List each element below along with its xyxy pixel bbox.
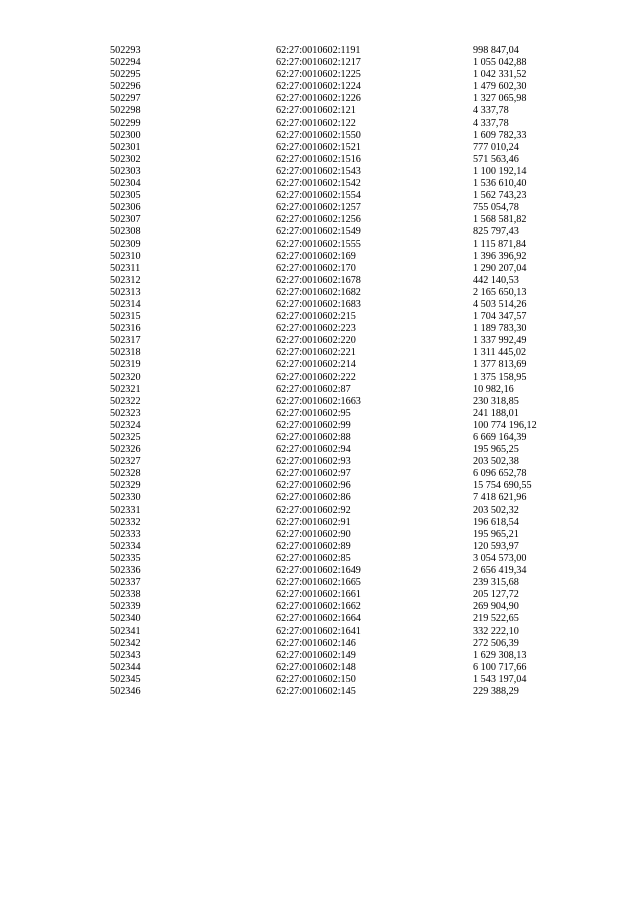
cadastral-value-cell: 7 418 621,96 [473, 492, 527, 504]
cadastral-value-cell: 269 904,90 [473, 601, 519, 613]
cadastral-number-cell: 62:27:0010602:96 [276, 480, 351, 492]
table-row [0, 589, 640, 601]
cadastral-value-cell: 1 396 396,92 [473, 250, 527, 262]
row-id-cell: 502310 [110, 250, 141, 262]
cadastral-value-cell: 755 054,78 [473, 202, 519, 214]
table-row [0, 686, 640, 698]
table-row [0, 468, 640, 480]
row-id-cell: 502321 [110, 383, 141, 395]
cadastral-value-cell: 1 189 783,30 [473, 323, 527, 335]
table-row [0, 577, 640, 589]
cadastral-value-cell: 571 563,46 [473, 153, 519, 165]
table-row [0, 311, 640, 323]
table-row [0, 178, 640, 190]
table-row [0, 69, 640, 81]
row-id-cell: 502320 [110, 371, 141, 383]
table-row [0, 662, 640, 674]
cadastral-value-cell: 4 337,78 [473, 105, 509, 117]
row-id-cell: 502297 [110, 93, 141, 105]
cadastral-value-cell: 2 165 650,13 [473, 286, 527, 298]
cadastral-number-cell: 62:27:0010602:1257 [276, 202, 361, 214]
cadastral-number-cell: 62:27:0010602:122 [276, 117, 356, 129]
cadastral-number-cell: 62:27:0010602:214 [276, 359, 356, 371]
cadastral-value-cell: 1 100 192,14 [473, 165, 527, 177]
cadastral-number-cell: 62:27:0010602:1554 [276, 190, 361, 202]
cadastral-value-cell: 10 982,16 [473, 383, 514, 395]
cadastral-value-cell: 230 318,85 [473, 395, 519, 407]
cadastral-number-cell: 62:27:0010602:1550 [276, 129, 361, 141]
cadastral-number-cell: 62:27:0010602:222 [276, 371, 356, 383]
row-id-cell: 502305 [110, 190, 141, 202]
table-row [0, 638, 640, 650]
row-id-cell: 502309 [110, 238, 141, 250]
cadastral-number-cell: 62:27:0010602:1682 [276, 286, 361, 298]
cadastral-number-cell: 62:27:0010602:1225 [276, 69, 361, 81]
row-id-cell: 502319 [110, 359, 141, 371]
cadastral-value-cell: 1 337 992,49 [473, 335, 527, 347]
row-id-cell: 502331 [110, 504, 141, 516]
cadastral-number-cell: 62:27:0010602:1543 [276, 165, 361, 177]
row-id-cell: 502325 [110, 432, 141, 443]
cadastral-number-cell: 62:27:0010602:1217 [276, 57, 361, 69]
row-id-cell: 502345 [110, 673, 141, 685]
table-row [0, 142, 640, 154]
cadastral-value-cell: 1 629 308,13 [473, 649, 527, 661]
row-id-cell: 502334 [110, 540, 141, 552]
cadastral-number-cell: 62:27:0010602:90 [276, 528, 351, 540]
row-id-cell: 502324 [110, 419, 141, 431]
cadastral-value-cell: 1 375 158,95 [473, 371, 527, 383]
cadastral-number-cell: 62:27:0010602:97 [276, 468, 351, 480]
table-row [0, 251, 640, 263]
cadastral-value-cell: 219 522,65 [473, 613, 519, 625]
cadastral-value-cell: 1 042 331,52 [473, 69, 527, 81]
cadastral-number-cell: 62:27:0010602:221 [276, 347, 356, 359]
table-row [0, 456, 640, 468]
table-row [0, 492, 640, 504]
table-row [0, 275, 640, 287]
cadastral-value-cell: 1 568 581,82 [473, 214, 527, 226]
cadastral-number-cell: 62:27:0010602:95 [276, 407, 351, 419]
table-row [0, 323, 640, 335]
table-row [0, 226, 640, 238]
cadastral-value-table [0, 45, 640, 698]
cadastral-number-cell: 62:27:0010602:1224 [276, 81, 361, 93]
table-row [0, 190, 640, 202]
cadastral-number-cell: 62:27:0010602:1516 [276, 153, 361, 165]
row-id-cell: 502315 [110, 311, 141, 323]
cadastral-number-cell: 62:27:0010602:223 [276, 323, 356, 335]
table-row [0, 565, 640, 577]
cadastral-value-cell: 1 536 610,40 [473, 178, 527, 190]
cadastral-value-cell: 239 315,68 [473, 577, 519, 589]
row-id-cell: 502294 [110, 57, 141, 69]
table-row [0, 166, 640, 178]
row-id-cell: 502344 [110, 661, 141, 673]
row-id-cell: 502317 [110, 335, 141, 347]
table-row [0, 408, 640, 420]
row-id-cell: 502327 [110, 456, 141, 468]
row-id-cell: 502332 [110, 516, 141, 528]
row-id-cell: 502293 [110, 45, 141, 56]
row-id-cell: 502328 [110, 468, 141, 480]
row-id-cell: 502322 [110, 395, 141, 407]
row-id-cell: 502299 [110, 117, 141, 129]
cadastral-number-cell: 62:27:0010602:1549 [276, 226, 361, 238]
row-id-cell: 502307 [110, 214, 141, 226]
cadastral-number-cell: 62:27:0010602:93 [276, 456, 351, 468]
row-id-cell: 502303 [110, 165, 141, 177]
cadastral-number-cell: 62:27:0010602:1191 [276, 45, 361, 56]
row-id-cell: 502308 [110, 226, 141, 238]
row-id-cell: 502346 [110, 685, 141, 697]
table-row [0, 650, 640, 662]
row-id-cell: 502340 [110, 613, 141, 625]
cadastral-number-cell: 62:27:0010602:1256 [276, 214, 361, 226]
row-id-cell: 502335 [110, 552, 141, 564]
table-row [0, 444, 640, 456]
table-row [0, 93, 640, 105]
table-row [0, 420, 640, 432]
table-row [0, 154, 640, 166]
table-row [0, 384, 640, 396]
cadastral-value-cell: 825 797,43 [473, 226, 519, 238]
table-row [0, 45, 640, 57]
cadastral-number-cell: 62:27:0010602:169 [276, 250, 356, 262]
cadastral-number-cell: 62:27:0010602:91 [276, 516, 351, 528]
cadastral-value-cell: 195 965,25 [473, 444, 519, 456]
table-row [0, 287, 640, 299]
cadastral-number-cell: 62:27:0010602:1683 [276, 298, 361, 310]
cadastral-number-cell: 62:27:0010602:148 [276, 661, 356, 673]
cadastral-number-cell: 62:27:0010602:1663 [276, 395, 361, 407]
table-row [0, 105, 640, 117]
row-id-cell: 502295 [110, 69, 141, 81]
row-id-cell: 502313 [110, 286, 141, 298]
cadastral-value-cell: 196 618,54 [473, 516, 519, 528]
cadastral-value-cell: 6 096 652,78 [473, 468, 527, 480]
row-id-cell: 502312 [110, 274, 141, 286]
cadastral-value-cell: 442 140,53 [473, 274, 519, 286]
table-row [0, 517, 640, 529]
cadastral-number-cell: 62:27:0010602:87 [276, 383, 351, 395]
cadastral-number-cell: 62:27:0010602:121 [276, 105, 356, 117]
table-row [0, 396, 640, 408]
row-id-cell: 502311 [110, 262, 141, 274]
row-id-cell: 502333 [110, 528, 141, 540]
cadastral-number-cell: 62:27:0010602:1641 [276, 625, 361, 637]
table-row [0, 529, 640, 541]
cadastral-number-cell: 62:27:0010602:1661 [276, 589, 361, 601]
cadastral-number-cell: 62:27:0010602:85 [276, 552, 351, 564]
cadastral-value-cell: 3 054 573,00 [473, 552, 527, 564]
row-id-cell: 502339 [110, 601, 141, 613]
row-id-cell: 502300 [110, 129, 141, 141]
row-id-cell: 502301 [110, 141, 141, 153]
row-id-cell: 502330 [110, 492, 141, 504]
row-id-cell: 502298 [110, 105, 141, 117]
table-row [0, 674, 640, 686]
cadastral-value-cell: 203 502,38 [473, 456, 519, 468]
cadastral-value-cell: 1 311 445,02 [473, 347, 527, 359]
cadastral-number-cell: 62:27:0010602:89 [276, 540, 351, 552]
cadastral-number-cell: 62:27:0010602:149 [276, 649, 356, 661]
table-row [0, 130, 640, 142]
cadastral-number-cell: 62:27:0010602:220 [276, 335, 356, 347]
cadastral-value-cell: 100 774 196,12 [473, 419, 537, 431]
table-row [0, 372, 640, 384]
cadastral-value-cell: 1 055 042,88 [473, 57, 527, 69]
cadastral-value-cell: 777 010,24 [473, 141, 519, 153]
table-row [0, 541, 640, 553]
cadastral-value-cell: 205 127,72 [473, 589, 519, 601]
row-id-cell: 502316 [110, 323, 141, 335]
cadastral-value-cell: 1 327 065,98 [473, 93, 527, 105]
cadastral-value-cell: 1 377 813,69 [473, 359, 527, 371]
table-row [0, 202, 640, 214]
cadastral-value-cell: 6 669 164,39 [473, 432, 527, 443]
cadastral-number-cell: 62:27:0010602:150 [276, 673, 356, 685]
cadastral-number-cell: 62:27:0010602:92 [276, 504, 351, 516]
table-row [0, 553, 640, 565]
cadastral-value-cell: 229 388,29 [473, 685, 519, 697]
cadastral-number-cell: 62:27:0010602:1555 [276, 238, 361, 250]
table-row [0, 214, 640, 226]
cadastral-number-cell: 62:27:0010602:1521 [276, 141, 361, 153]
row-id-cell: 502326 [110, 444, 141, 456]
cadastral-number-cell: 62:27:0010602:1665 [276, 577, 361, 589]
cadastral-value-cell: 1 609 782,33 [473, 129, 527, 141]
row-id-cell: 502342 [110, 637, 141, 649]
cadastral-number-cell: 62:27:0010602:1542 [276, 178, 361, 190]
row-id-cell: 502302 [110, 153, 141, 165]
cadastral-number-cell: 62:27:0010602:170 [276, 262, 356, 274]
row-id-cell: 502337 [110, 577, 141, 589]
cadastral-value-cell: 2 656 419,34 [473, 565, 527, 577]
cadastral-value-cell: 195 965,21 [473, 528, 519, 540]
cadastral-value-cell: 120 593,97 [473, 540, 519, 552]
row-id-cell: 502318 [110, 347, 141, 359]
cadastral-value-cell: 332 222,10 [473, 625, 519, 637]
table-row [0, 613, 640, 625]
row-id-cell: 502336 [110, 565, 141, 577]
table-row [0, 81, 640, 93]
table-row [0, 57, 640, 69]
cadastral-number-cell: 62:27:0010602:86 [276, 492, 351, 504]
row-id-cell: 502343 [110, 649, 141, 661]
row-id-cell: 502314 [110, 298, 141, 310]
table-row [0, 263, 640, 275]
cadastral-number-cell: 62:27:0010602:1678 [276, 274, 361, 286]
cadastral-value-cell: 203 502,32 [473, 504, 519, 516]
cadastral-value-cell: 272 506,39 [473, 637, 519, 649]
cadastral-value-cell: 998 847,04 [473, 45, 519, 56]
cadastral-number-cell: 62:27:0010602:215 [276, 311, 356, 323]
cadastral-number-cell: 62:27:0010602:145 [276, 685, 356, 697]
cadastral-number-cell: 62:27:0010602:1664 [276, 613, 361, 625]
cadastral-value-cell: 15 754 690,55 [473, 480, 532, 492]
cadastral-number-cell: 62:27:0010602:99 [276, 419, 351, 431]
row-id-cell: 502341 [110, 625, 141, 637]
cadastral-value-cell: 4 337,78 [473, 117, 509, 129]
cadastral-value-cell: 1 479 602,30 [473, 81, 527, 93]
cadastral-value-cell: 4 503 514,26 [473, 298, 527, 310]
table-row [0, 359, 640, 371]
cadastral-value-cell: 1 115 871,84 [473, 238, 527, 250]
cadastral-number-cell: 62:27:0010602:94 [276, 444, 351, 456]
cadastral-value-cell: 1 543 197,04 [473, 673, 527, 685]
row-id-cell: 502304 [110, 178, 141, 190]
cadastral-value-cell: 1 562 743,23 [473, 190, 527, 202]
table-row [0, 239, 640, 251]
cadastral-number-cell: 62:27:0010602:88 [276, 432, 351, 443]
table-row [0, 347, 640, 359]
row-id-cell: 502338 [110, 589, 141, 601]
table-row [0, 432, 640, 444]
cadastral-value-cell: 1 290 207,04 [473, 262, 527, 274]
table-row [0, 626, 640, 638]
row-id-cell: 502306 [110, 202, 141, 214]
cadastral-number-cell: 62:27:0010602:146 [276, 637, 356, 649]
cadastral-number-cell: 62:27:0010602:1226 [276, 93, 361, 105]
row-id-cell: 502296 [110, 81, 141, 93]
row-id-cell: 502329 [110, 480, 141, 492]
cadastral-value-cell: 241 188,01 [473, 407, 519, 419]
row-id-cell: 502323 [110, 407, 141, 419]
cadastral-number-cell: 62:27:0010602:1649 [276, 565, 361, 577]
table-row [0, 505, 640, 517]
cadastral-number-cell: 62:27:0010602:1662 [276, 601, 361, 613]
table-row [0, 480, 640, 492]
table-row [0, 335, 640, 347]
cadastral-value-cell: 1 704 347,57 [473, 311, 527, 323]
table-row [0, 118, 640, 130]
cadastral-value-cell: 6 100 717,66 [473, 661, 527, 673]
table-row [0, 601, 640, 613]
table-row [0, 299, 640, 311]
